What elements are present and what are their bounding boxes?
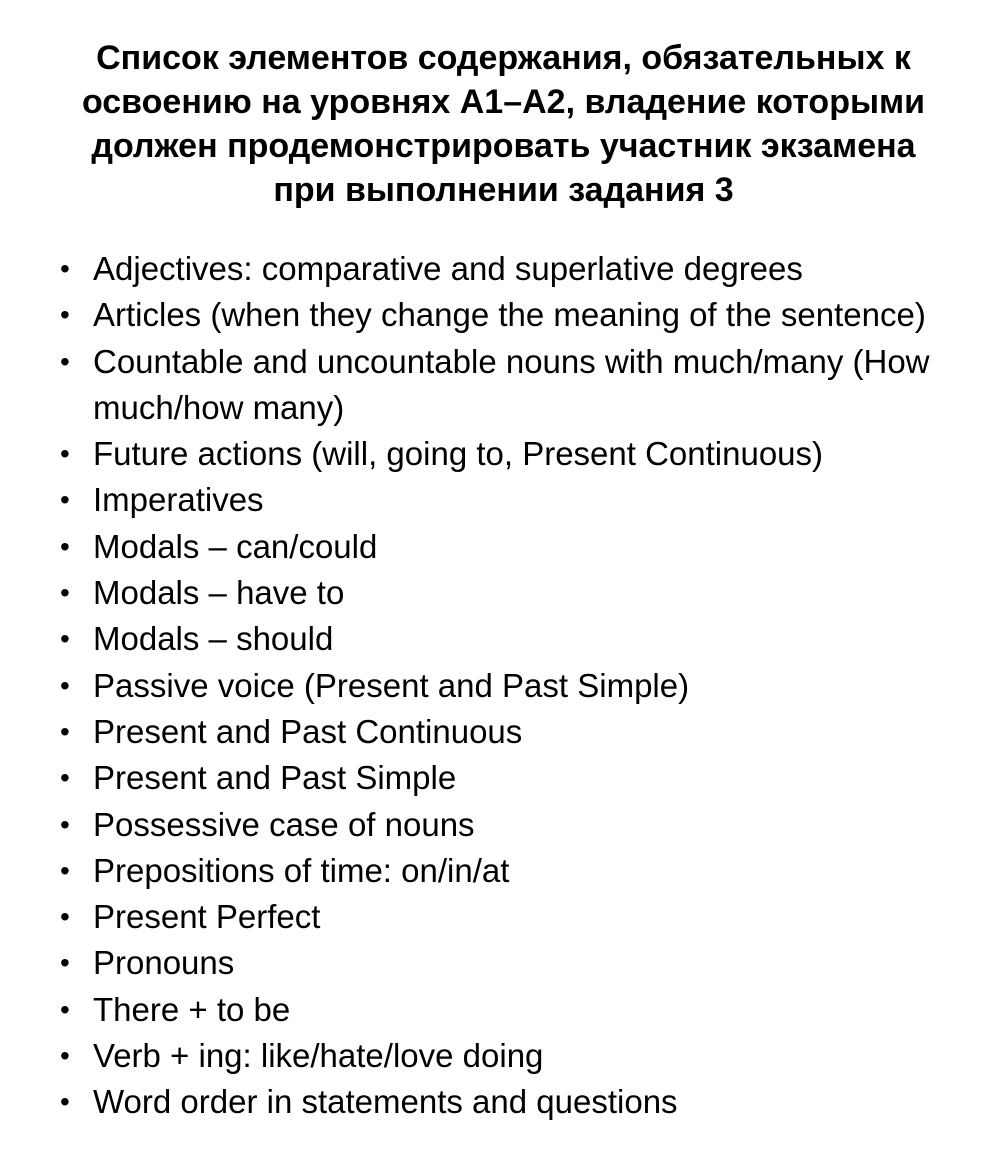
list-item bbox=[56, 431, 986, 477]
list-item bbox=[56, 246, 986, 292]
bullet-icon: • bbox=[60, 715, 70, 747]
list-item-text: Word order in statements and questions bbox=[93, 1083, 678, 1121]
list-item bbox=[56, 987, 986, 1033]
title-line-1: Список элементов содержания, обязательных к bbox=[96, 39, 911, 77]
list-item-text: Adjectives: comparative and superlative degrees bbox=[93, 250, 803, 287]
bullet-icon: • bbox=[60, 1040, 70, 1072]
list-item-text: Modals – can/could bbox=[93, 527, 378, 565]
list-item bbox=[56, 616, 986, 662]
list-item bbox=[56, 292, 986, 338]
list-item-text: Articles (when they change the meaning of the sentence) bbox=[93, 296, 926, 334]
list-item-text: Countable and uncountable nouns with much/many (How much/how many) bbox=[93, 342, 930, 426]
list-item bbox=[56, 1079, 986, 1125]
list-item-text: Prepositions of time: on/in/at bbox=[93, 851, 510, 889]
title-line-4: при выполнении задания 3 bbox=[273, 171, 734, 209]
list-item-text: Present and Past Continuous bbox=[93, 712, 523, 750]
list-item bbox=[56, 524, 986, 570]
list-item bbox=[56, 663, 986, 709]
list-item bbox=[56, 477, 986, 523]
title-line-3: должен продемонстрировать участник экзамена bbox=[91, 127, 916, 165]
bullet-icon: • bbox=[60, 438, 70, 470]
list-item-text: Present and Past Simple bbox=[93, 759, 457, 797]
list-item-text: Present Perfect bbox=[93, 898, 321, 936]
list-item-text: Future actions (will, going to, Present Continuous) bbox=[93, 435, 824, 473]
bullet-icon: • bbox=[60, 1086, 70, 1118]
list-item bbox=[56, 339, 986, 432]
list-item bbox=[56, 848, 986, 894]
list-item bbox=[56, 570, 986, 616]
page-title bbox=[0, 36, 1007, 212]
list-item-text: There + to be bbox=[93, 990, 291, 1028]
bullet-icon: • bbox=[60, 808, 70, 840]
list-item-text: Passive voice (Present and Past Simple) bbox=[93, 666, 690, 704]
list-item bbox=[56, 709, 986, 755]
list-item bbox=[56, 940, 986, 986]
list-item bbox=[56, 894, 986, 940]
bullet-icon: • bbox=[60, 993, 70, 1025]
list-item bbox=[56, 755, 986, 801]
bullet-icon: • bbox=[60, 854, 70, 886]
bullet-icon: • bbox=[60, 762, 70, 794]
grammar-items-list bbox=[56, 246, 986, 1126]
list-item bbox=[56, 802, 986, 848]
list-item-text: Verb + ing: like/hate/love doing bbox=[93, 1037, 544, 1075]
bullet-icon: • bbox=[60, 577, 70, 609]
list-item bbox=[56, 1033, 986, 1079]
list-item-text: Imperatives bbox=[93, 481, 264, 519]
bullet-icon: • bbox=[60, 299, 70, 331]
list-item-text: Modals – have to bbox=[93, 574, 345, 612]
bullet-icon: • bbox=[60, 345, 70, 377]
bullet-icon: • bbox=[60, 623, 70, 655]
list-item-text: Possessive case of nouns bbox=[93, 805, 475, 843]
list-item-text: Pronouns bbox=[93, 944, 235, 982]
title-line-2: освоению на уровнях А1–А2, владение которыми bbox=[81, 83, 926, 121]
bullet-icon: • bbox=[60, 484, 70, 516]
bullet-icon: • bbox=[60, 669, 70, 701]
bullet-icon: • bbox=[60, 530, 70, 562]
list-item-text: Modals – should bbox=[93, 620, 334, 658]
bullet-icon: • bbox=[60, 947, 70, 979]
bullet-icon: • bbox=[60, 253, 70, 284]
bullet-icon: • bbox=[60, 901, 70, 933]
